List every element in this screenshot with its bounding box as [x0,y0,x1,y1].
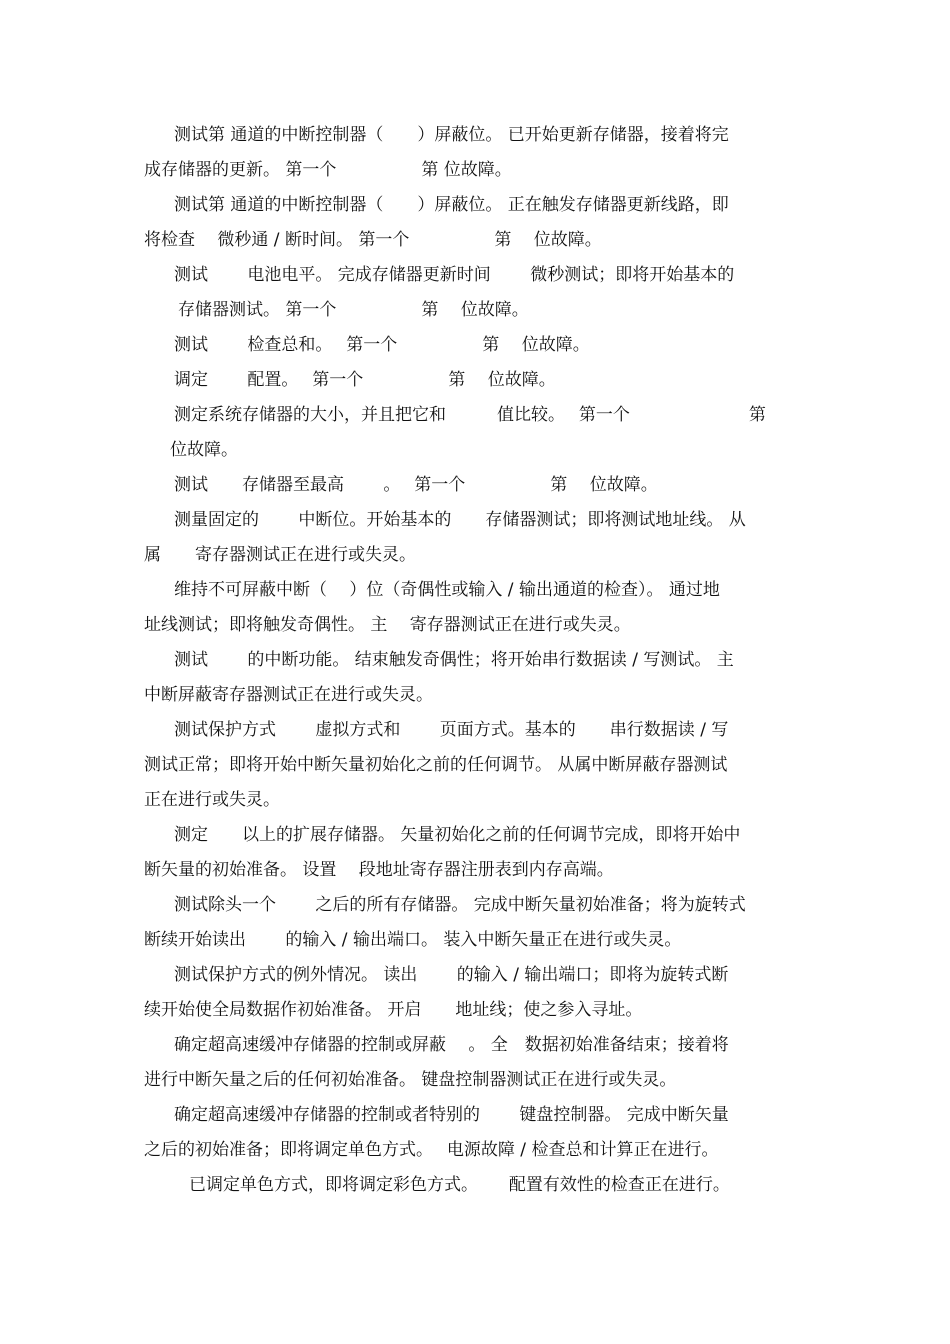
text-line: 测试 电池电平。 完成存储器更新时间 微秒测试；即将开始基本的 [174,265,735,285]
text-line: 址线测试；即将触发奇偶性。 主 寄存器测试正在进行或失灵。 [144,615,631,635]
text-line: 测试 检查总和。 第一个 第 位故障。 [174,335,590,355]
text-line: 维持不可屏蔽中断（ ）位（奇偶性或输入 / 输出通道的检查）。 通过地 [174,580,720,600]
text-line: 成存储器的更新。 第一个 第 位故障。 [144,160,512,180]
text-line: 测试保护方式 虚拟方式和 页面方式。基本的 串行数据读 / 写 [174,720,729,740]
text-line: 测定 以上的扩展存储器。 矢量初始化之前的任何调节完成，即将开始中 [174,825,741,845]
text-line: 将检查 微秒通 / 断时间。 第一个 第 位故障。 [144,230,602,250]
text-line: 测试 的中断功能。 结束触发奇偶性；将开始串行数据读 / 写测试。 主 [174,650,734,670]
text-line: 确定超高速缓冲存储器的控制或者特别的 键盘控制器。 完成中断矢量 [174,1105,729,1125]
text-line: 位故障。 [170,440,238,460]
text-line: 测试 存储器至最高 。 第一个 第 位故障。 [174,475,658,495]
text-line: 断续开始读出 的输入 / 输出端口。 装入中断矢量正在进行或失灵。 [144,930,682,950]
text-line: 测试正常；即将开始中断矢量初始化之前的任何调节。 从属中断屏蔽存器测试 [144,755,728,775]
text-line: 测试第 通道的中断控制器（ ）屏蔽位。 正在触发存储器更新线路，即 [174,195,729,215]
text-line: 确定超高速缓冲存储器的控制或屏蔽 。 全 数据初始准备结束；接着将 [174,1035,729,1055]
text-line: 正在进行或失灵。 [144,790,280,810]
text-line: 已调定单色方式，即将调定彩色方式。 配置有效性的检查正在进行。 [189,1175,730,1195]
text-line: 属 寄存器测试正在进行或失灵。 [144,545,416,565]
text-line: 中断屏蔽寄存器测试正在进行或失灵。 [144,685,433,705]
text-line: 续开始使全局数据作初始准备。 开启 地址线；使之参入寻址。 [144,1000,643,1020]
text-line: 存储器测试。 第一个 第 位故障。 [178,300,529,320]
text-line: 进行中断矢量之后的任何初始准备。 键盘控制器测试正在进行或失灵。 [144,1070,677,1090]
text-line: 断矢量的初始准备。 设置 段地址寄存器注册表到内存高端。 [144,860,614,880]
text-line: 调定 配置。 第一个 第 位故障。 [174,370,556,390]
text-line: 测试除头一个 之后的所有存储器。 完成中断矢量初始准备；将为旋转式 [174,895,746,915]
text-line: 测定系统存储器的大小，并且把它和 值比较。 第一个 第 [174,405,766,425]
text-line: 测量固定的 中断位。开始基本的 存储器测试；即将测试地址线。 从 [174,510,746,530]
text-line: 测试第 通道的中断控制器（ ）屏蔽位。 已开始更新存储器，接着将完 [174,125,729,145]
text-line: 之后的初始准备；即将调定单色方式。 电源故障 / 检查总和计算正在进行。 [144,1140,719,1160]
text-line: 测试保护方式的例外情况。 读出 的输入 / 输出端口；即将为旋转式断 [174,965,729,985]
